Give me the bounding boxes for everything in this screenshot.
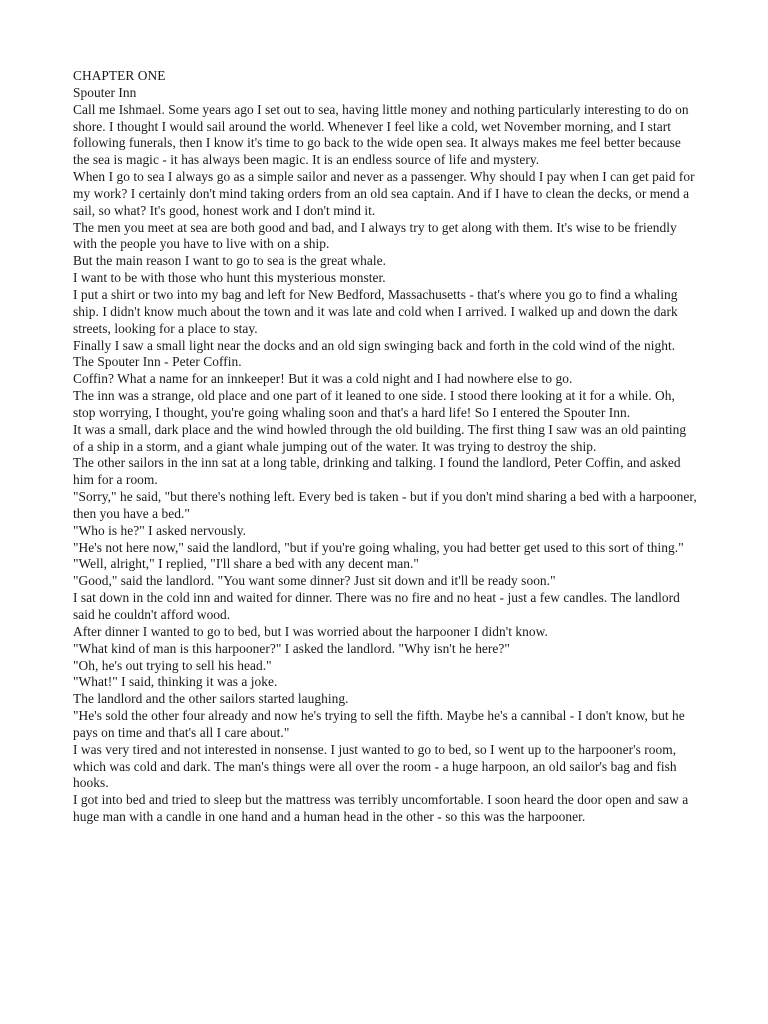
- paragraph: "Who is he?" I asked nervously.: [73, 522, 246, 538]
- paragraph: But the main reason I want to go to sea is the great whale.: [73, 253, 387, 269]
- paragraph: "Sorry," he said, "but there's nothing left. Every bed is taken - but if you don't mind sharing a bed with a harpooner, then you have a bed.": [73, 489, 697, 521]
- paragraph: "He's not here now," said the landlord, "but if you're going whaling, you had better get used to this sort of thing.": [73, 539, 684, 555]
- paragraph: The other sailors in the inn sat at a long table, drinking and talking. I found the landlord, Peter Coffin, and asked him for a room.: [73, 455, 681, 488]
- paragraph: After dinner I wanted to go to bed, but I was worried about the harpooner I didn't know.: [73, 623, 548, 639]
- paragraph: "What!" I said, thinking it was a joke.: [73, 674, 278, 690]
- paragraph: The Spouter Inn - Peter Coffin.: [73, 354, 242, 370]
- paragraph: I got into bed and tried to sleep but the mattress was terribly uncomfortable. I soon heard the door open and saw a huge man with a candle in one hand and a human head in the other - so this was the harpooner.: [73, 792, 689, 825]
- chapter-heading: CHAPTER ONE: [73, 68, 166, 83]
- paragraph: "He's sold the other four already and now he's trying to sell the fifth. Maybe he's a cannibal - I don't know, but he pays on time and that's all I care about.": [73, 708, 685, 740]
- paragraph: Coffin? What a name for an innkeeper! But it was a cold night and I had nowhere else to go.: [73, 371, 573, 387]
- chapter-body: [73, 102, 698, 826]
- paragraph: The landlord and the other sailors started laughing.: [73, 691, 349, 707]
- paragraph: The inn was a strange, old place and one part of it leaned to one side. I stood there looking at it for a while. Oh, stop worrying, I thought, you're going whaling soon and that's a hard life! So I entered the Spouter Inn.: [73, 388, 675, 420]
- chapter-subtitle: Spouter Inn: [73, 84, 137, 100]
- paragraph: "Oh, he's out trying to sell his head.": [73, 657, 272, 673]
- document-page: [73, 68, 698, 826]
- paragraph: I put a shirt or two into my bag and left for New Bedford, Massachusetts - that's where you go to find a whaling ship. I didn't know much about the town and it was late and cold when I arrived. I walked up and down the dark streets, looking for a place to stay.: [73, 286, 678, 336]
- paragraph: I want to be with those who hunt this mysterious monster.: [73, 270, 386, 286]
- paragraph: "What kind of man is this harpooner?" I asked the landlord. "Why isn't he here?": [73, 640, 510, 656]
- paragraph: Finally I saw a small light near the docks and an old sign swinging back and forth in the cold wind of the night.: [73, 337, 676, 353]
- paragraph: "Good," said the landlord. "You want some dinner? Just sit down and it'll be ready soon.": [73, 573, 556, 589]
- paragraph: The men you meet at sea are both good and bad, and I always try to get along with them. It's wise to be friendly with the people you have to live with on a ship.: [73, 219, 677, 252]
- paragraph: It was a small, dark place and the wind howled through the old building. The first thing I saw was an old painting of a ship in a storm, and a giant whale jumping out of the water. It was trying to destroy the ship.: [73, 421, 687, 454]
- paragraph: I was very tired and not interested in nonsense. I just wanted to go to bed, so I went up to the harpooner's room, which was cold and dark. The man's things were all over the room - a huge harpoon, an old sailor's bag and fish hooks.: [73, 741, 677, 791]
- paragraph: I sat down in the cold inn and waited for dinner. There was no fire and no heat - just a few candles. The landlord said he couldn't afford wood.: [73, 590, 680, 622]
- paragraph: "Well, alright," I replied, "I'll share a bed with any decent man.": [73, 556, 419, 572]
- paragraph: When I go to sea I always go as a simple sailor and never as a passenger. Why should I pay when I can get paid for my work? I certainly don't mind taking orders from an old sea captain. And if I have to clean the decks, or mend a sail, so what? It's good, honest work and I don't mind it.: [73, 169, 695, 218]
- paragraph: Call me Ishmael. Some years ago I set out to sea, having little money and nothing particularly interesting to do on shore. I thought I would sail around the world. Whenever I feel like a cold, wet November morning, and I start following funerals, then I know it's time to go back to the wide open sea. It always makes me feel better because the sea is magic - it has always been magic. It is an endless source of life and mystery.: [73, 101, 689, 168]
